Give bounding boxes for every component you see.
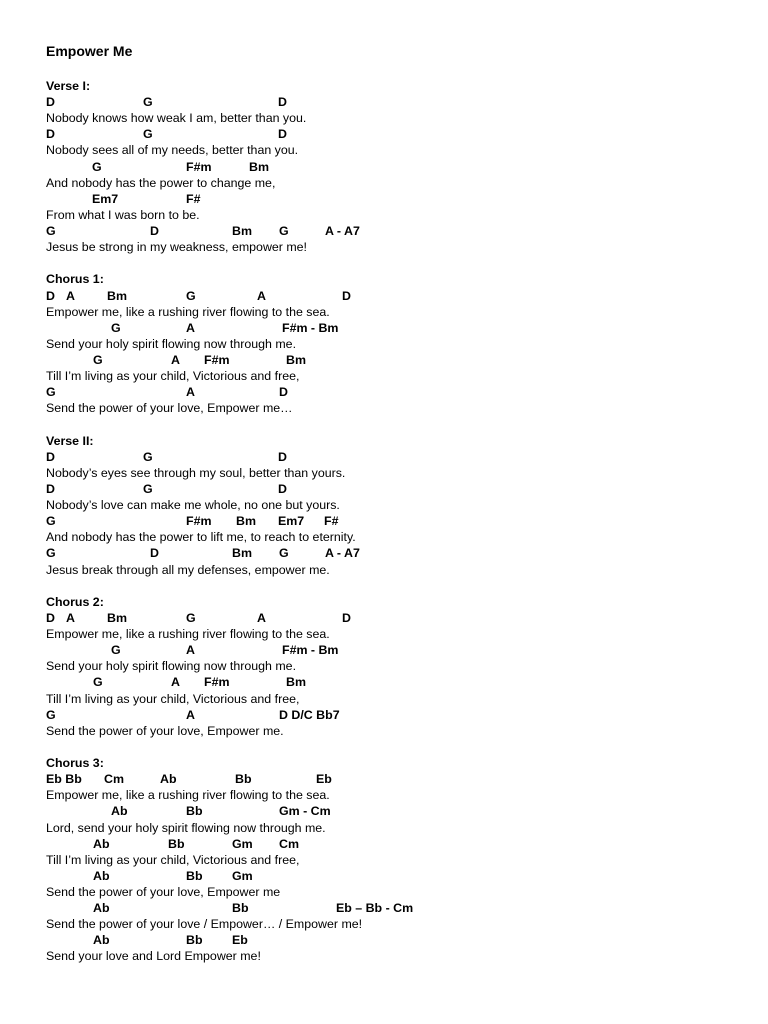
chord: Eb Bb xyxy=(46,772,82,786)
chord: D D/C Bb7 xyxy=(279,708,340,722)
chord: Ab xyxy=(93,901,110,915)
chord: Ab xyxy=(93,837,110,851)
chord-row xyxy=(0,449,768,465)
chord-row xyxy=(0,126,768,142)
chord-row xyxy=(0,803,768,819)
chord-row xyxy=(0,707,768,723)
chord: D xyxy=(342,289,351,303)
chord: Bm xyxy=(107,611,127,625)
chord: G xyxy=(143,450,153,464)
chord: A xyxy=(186,708,195,722)
song-title: Empower Me xyxy=(46,43,133,59)
lyric-line: Empower me, like a rushing river flowing to the sea. xyxy=(46,305,330,319)
chord: G xyxy=(186,289,196,303)
chord: F# xyxy=(186,192,201,206)
chord: D xyxy=(278,482,287,496)
chord: Bm xyxy=(286,675,306,689)
chord: Bm xyxy=(232,224,252,238)
lyric-line: Send the power of your love, Empower me… xyxy=(46,401,293,415)
chord-row xyxy=(0,674,768,690)
chord: G xyxy=(111,321,121,335)
chord-row xyxy=(0,642,768,658)
lyric-line: Jesus be strong in my weakness, empower me! xyxy=(46,240,308,254)
lyric-line: Send the power of your love, Empower me xyxy=(46,885,281,899)
chord: Bb xyxy=(168,837,185,851)
chord: A - A7 xyxy=(325,546,360,560)
chord: G xyxy=(186,611,196,625)
chord: D xyxy=(46,127,55,141)
lyric-line: Nobody sees all of my needs, better than you. xyxy=(46,143,299,157)
chord: G xyxy=(46,708,56,722)
chord: F#m xyxy=(204,675,230,689)
chord: G xyxy=(92,160,102,174)
chord: D xyxy=(46,482,55,496)
chord: D xyxy=(342,611,351,625)
chord: F#m xyxy=(204,353,230,367)
lyric-line: Lord, send your holy spirit flowing now through me. xyxy=(46,821,326,835)
chord: D xyxy=(46,289,55,303)
chord-row xyxy=(0,513,768,529)
chord: D xyxy=(279,385,288,399)
lyric-line: Send the power of your love, Empower me. xyxy=(46,724,284,738)
lyric-line: Nobody knows how weak I am, better than you. xyxy=(46,111,307,125)
chord-row xyxy=(0,932,768,948)
chord-row xyxy=(0,191,768,207)
chord: D xyxy=(46,611,55,625)
chord: D xyxy=(46,450,55,464)
lyric-line: Send the power of your love / Empower… / Empower me! xyxy=(46,917,363,931)
chord: G xyxy=(46,224,56,238)
chord: Bm xyxy=(286,353,306,367)
chord: G xyxy=(143,95,153,109)
chord: G xyxy=(111,643,121,657)
chord: A xyxy=(171,675,180,689)
lyric-line: Send your holy spirit flowing now through me. xyxy=(46,659,297,673)
chord: Em7 xyxy=(92,192,119,206)
chord: D xyxy=(150,224,159,238)
chord-row xyxy=(0,868,768,884)
chord: Bb xyxy=(186,933,203,947)
chord: D xyxy=(46,95,55,109)
lyric-line: Till I’m living as your child, Victorious and free, xyxy=(46,853,300,867)
chord: Eb xyxy=(316,772,332,786)
chord-row xyxy=(0,900,768,916)
chord-row xyxy=(0,159,768,175)
chord-row xyxy=(0,610,768,626)
chord: Eb xyxy=(232,933,248,947)
chord: Bm xyxy=(236,514,256,528)
chord: F#m xyxy=(186,160,212,174)
section-heading: Verse I: xyxy=(46,79,91,93)
chord-row xyxy=(0,352,768,368)
chord: Bb xyxy=(232,901,249,915)
chord-row xyxy=(0,545,768,561)
chord: Em7 xyxy=(278,514,305,528)
chord: G xyxy=(46,385,56,399)
chord: A - A7 xyxy=(325,224,360,238)
chord: Bm xyxy=(249,160,269,174)
chord: D xyxy=(278,450,287,464)
chord: Bb xyxy=(235,772,252,786)
section-heading: Chorus 2: xyxy=(46,595,104,609)
lyric-line: Send your love and Lord Empower me! xyxy=(46,949,261,963)
lyric-line: Till I’m living as your child, Victorious and free, xyxy=(46,692,300,706)
chord: Ab xyxy=(93,869,110,883)
chord: G xyxy=(143,482,153,496)
lyric-line: Empower me, like a rushing river flowing to the sea. xyxy=(46,788,330,802)
chord: A xyxy=(257,289,266,303)
section-heading: Verse II: xyxy=(46,434,94,448)
section-heading: Chorus 3: xyxy=(46,756,104,770)
chord: Eb – Bb - Cm xyxy=(336,901,414,915)
chord-row xyxy=(0,94,768,110)
lyric-line: Nobody’s love can make me whole, no one but yours. xyxy=(46,498,340,512)
chord: G xyxy=(279,224,289,238)
chord: D xyxy=(278,127,287,141)
chord: Gm xyxy=(232,837,253,851)
chord: Bb xyxy=(186,804,203,818)
chord: A xyxy=(257,611,266,625)
chord: Gm - Cm xyxy=(279,804,331,818)
chord: A xyxy=(66,611,75,625)
chord: Ab xyxy=(93,933,110,947)
lyric-line: Send your holy spirit flowing now through me. xyxy=(46,337,297,351)
chord: Bb xyxy=(186,869,203,883)
chord: D xyxy=(150,546,159,560)
lyric-line: Jesus break through all my defenses, empower me. xyxy=(46,563,330,577)
chord: Cm xyxy=(104,772,124,786)
chord: F#m xyxy=(186,514,212,528)
chord: Bm xyxy=(107,289,127,303)
section-heading: Chorus 1: xyxy=(46,272,104,286)
chord-row xyxy=(0,320,768,336)
chord: G xyxy=(279,546,289,560)
chord: F#m - Bm xyxy=(282,643,339,657)
chord: A xyxy=(186,643,195,657)
chord: Bm xyxy=(232,546,252,560)
chord-row xyxy=(0,384,768,400)
chord: G xyxy=(143,127,153,141)
chord: G xyxy=(46,514,56,528)
chord: Ab xyxy=(160,772,177,786)
chord-row xyxy=(0,836,768,852)
chord-row xyxy=(0,223,768,239)
lyric-line: Empower me, like a rushing river flowing to the sea. xyxy=(46,627,330,641)
lyric-line: Till I’m living as your child, Victorious and free, xyxy=(46,369,300,383)
chord: G xyxy=(93,353,103,367)
chord: A xyxy=(186,385,195,399)
chord-row xyxy=(0,481,768,497)
lyric-line: And nobody has the power to lift me, to reach to eternity. xyxy=(46,530,356,544)
lyric-line: And nobody has the power to change me, xyxy=(46,176,276,190)
chord: Ab xyxy=(111,804,128,818)
chord: A xyxy=(171,353,180,367)
chord: F#m - Bm xyxy=(282,321,339,335)
chord: D xyxy=(278,95,287,109)
chord: Cm xyxy=(279,837,299,851)
lyric-line: Nobody’s eyes see through my soul, better than yours. xyxy=(46,466,346,480)
chord: A xyxy=(66,289,75,303)
chord: G xyxy=(46,546,56,560)
lyric-line: From what I was born to be. xyxy=(46,208,200,222)
chord: Gm xyxy=(232,869,253,883)
chord: F# xyxy=(324,514,339,528)
chord-row xyxy=(0,288,768,304)
chord: G xyxy=(93,675,103,689)
chord-row xyxy=(0,771,768,787)
chord: A xyxy=(186,321,195,335)
